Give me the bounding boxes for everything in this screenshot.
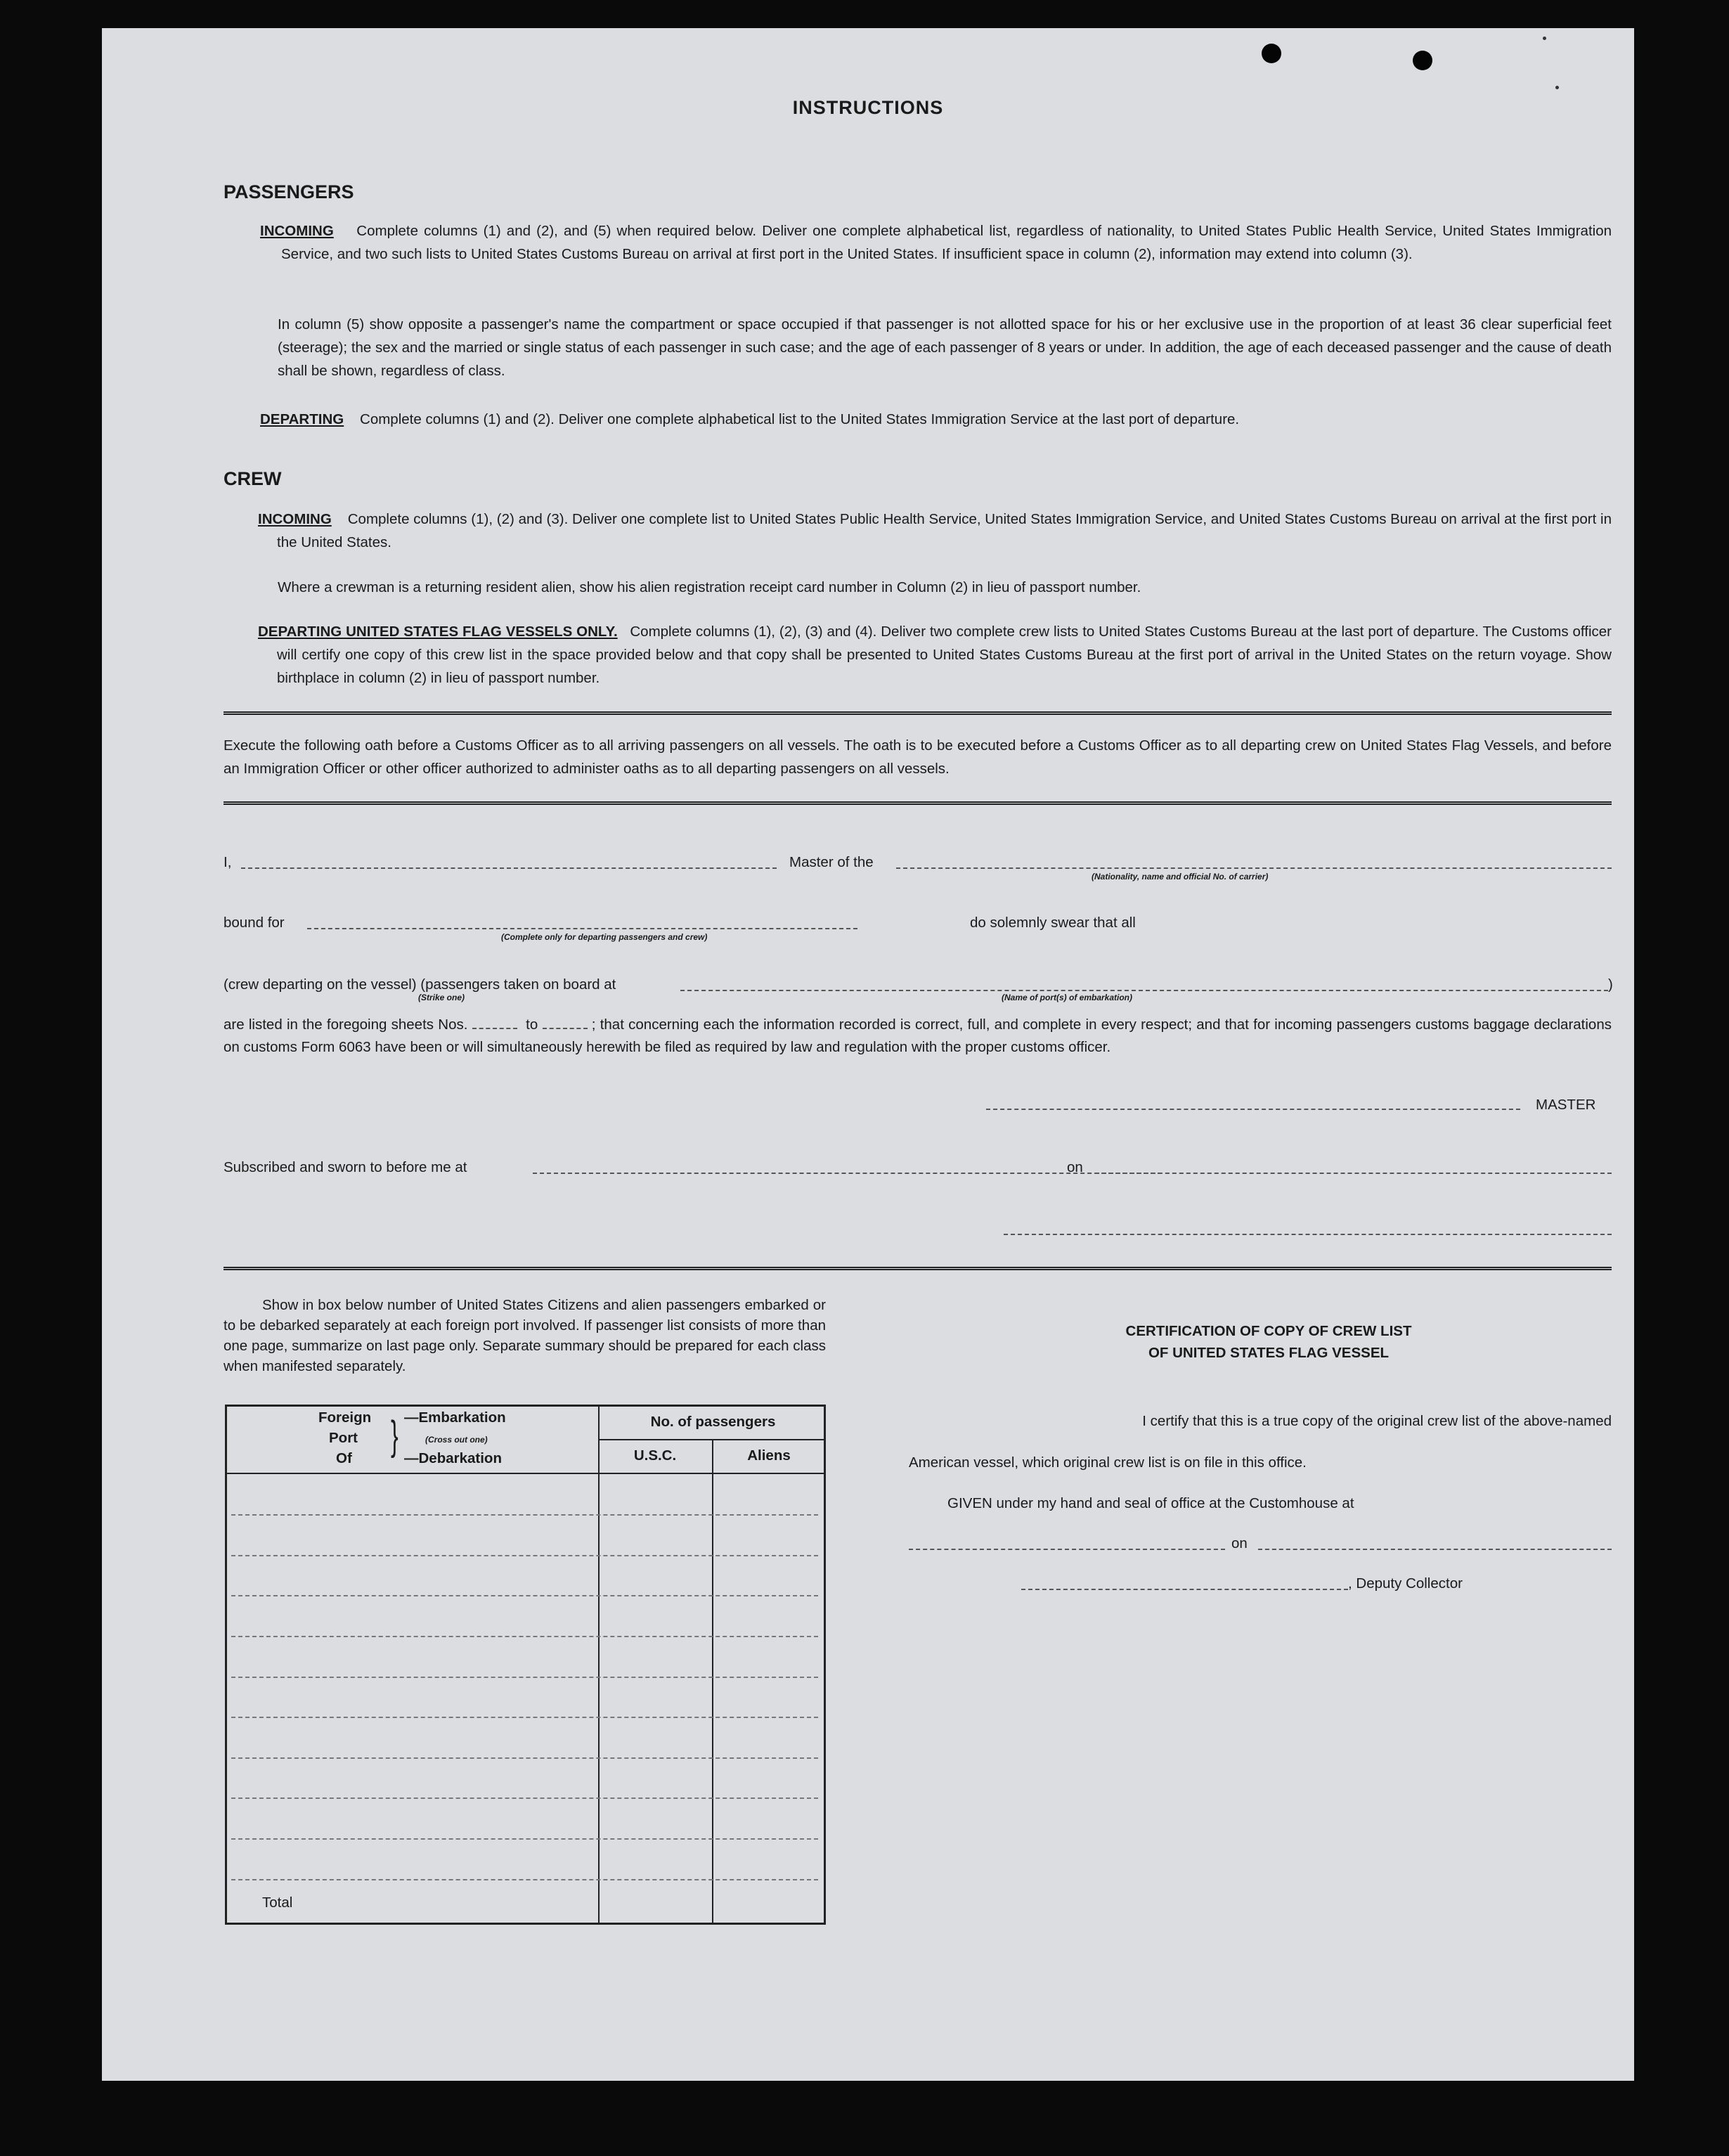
th-cross-out: (Cross out one) <box>425 1435 488 1445</box>
table-row-line <box>231 1717 818 1718</box>
table-row-line <box>231 1757 818 1759</box>
master-name-field[interactable] <box>241 867 777 869</box>
oath-intro: Execute the following oath before a Customs Officer as to all arriving passengers on all vessels. The oath is to be executed before a Customs Officer as to all departing crew on United States Flag Vessels, and before an Immigration Officer or other officer authorized to administer oaths as to all departing passengers on all vessels. <box>224 737 1612 777</box>
crew-incoming-label: INCOMING <box>258 511 332 527</box>
passengers-departing-text: Complete columns (1) and (2). Deliver one complete alphabetical list to the United States Immigration Service at the last port of departure. <box>360 411 1240 427</box>
divider <box>224 801 1612 808</box>
passengers-heading: PASSENGERS <box>224 181 354 202</box>
passenger-summary-table <box>225 1405 826 1925</box>
customhouse-field[interactable] <box>909 1549 1225 1550</box>
sheet-to-field[interactable] <box>543 1024 588 1029</box>
th-foreign: Foreign <box>318 1409 372 1426</box>
bound-for-field[interactable] <box>307 928 857 929</box>
th-no-passengers: No. of passengers <box>650 1414 776 1430</box>
to-label: to <box>526 1016 538 1033</box>
master-of-the-label: Master of the <box>789 854 874 870</box>
column5-paragraph: In column (5) show opposite a passenger's name the compartment or space occupied if that passenger is not allotted space for his or her exclusive use in the proportion of at least 36 clear superficial feet (steerage); the sex and the married or single status of each passenger in such case; and the age of each passenger of 8 years or under. In addition, the age of each deceased passenger and the cause of death shall be shown, regardless of class. <box>278 316 1612 379</box>
table-header-bottom <box>227 1473 824 1474</box>
crew-incoming-text: Complete columns (1), (2) and (3). Deliver one complete list to United States Public Health Service, United States Immigration Service, and United States Customs Bureau on arrival at the first port in the United States. <box>277 511 1612 550</box>
table-row-line <box>231 1879 818 1880</box>
summary-instructions: Show in box below number of United States Citizens and alien passengers embarked or to be debarked separately at each foreign port involved. If passenger list consists of more than one page, summarize on last page only. Separate summary should be prepared for each class when manifested separately. <box>224 1297 826 1374</box>
port-hint: (Name of port(s) of embarkation) <box>1002 993 1133 1002</box>
th-debarkation: —Debarkation <box>404 1450 502 1466</box>
table-row-line <box>231 1555 818 1556</box>
deputy-signature-field[interactable] <box>1021 1589 1348 1590</box>
crew-departing-text: Complete columns (1), (2), (3) and (4). Deliver two complete crew lists to United States Customs Bureau at the last port of departure. The Customs officer will certify one copy of this crew list in the space provided below and that copy shall be presented to United States Customs Bureau at the first port of arrival in the United States on the return voyage. Show birthplace in column (2) in lieu of passport number. <box>277 624 1612 686</box>
crew-departing-label-oath: (crew departing on the vessel) (passengers taken on board at <box>224 976 616 993</box>
th-of: Of <box>336 1450 352 1466</box>
table-header-divider <box>598 1439 824 1440</box>
certification-date-field[interactable] <box>1258 1549 1612 1550</box>
bound-for-label: bound for <box>224 915 285 931</box>
table-row-line <box>231 1677 818 1678</box>
oath-i-label: I, <box>224 854 232 870</box>
crew-departing-paragraph <box>258 620 1612 690</box>
th-usc: U.S.C. <box>633 1447 677 1464</box>
carrier-field[interactable] <box>896 867 1612 869</box>
strike-one-hint: (Strike one) <box>418 993 465 1002</box>
sworn-on-label: on <box>1067 1159 1083 1175</box>
listed-text: ; that concerning each the information recorded is correct, full, and complete in every respect; and that for incoming passengers customs baggage declarations on customs Form 6063 have been or will simultaneously herewith be filed as required by law and regulation with the proper customs officer. <box>224 1016 1612 1055</box>
given-line: GIVEN under my hand and seal of office at the Customhouse at <box>947 1495 1354 1511</box>
divider <box>224 1267 1612 1273</box>
passengers-departing-paragraph <box>260 408 1612 431</box>
table-row-line <box>231 1636 818 1637</box>
th-aliens: Aliens <box>747 1447 791 1464</box>
bound-for-hint: (Complete only for departing passengers and crew) <box>501 932 708 942</box>
sworn-date-field[interactable] <box>1095 1173 1612 1174</box>
certification-on-label: on <box>1231 1535 1248 1551</box>
table-row-line <box>231 1797 818 1799</box>
master-label: MASTER <box>1536 1097 1596 1113</box>
paper-speck <box>1543 37 1546 40</box>
carrier-hint: (Nationality, name and official No. of carrier) <box>1092 872 1269 882</box>
swear-label: do solemnly swear that all <box>970 915 1136 931</box>
certification-heading-line1: CERTIFICATION OF COPY OF CREW LIST <box>1125 1323 1412 1339</box>
total-label: Total <box>262 1894 293 1911</box>
passengers-incoming-label: INCOMING <box>260 223 334 239</box>
table-row-line <box>231 1595 818 1596</box>
th-embarkation: —Embarkation <box>404 1409 506 1426</box>
crew-resident-paragraph: Where a crewman is a returning resident alien, show his alien registration receipt card number in Column (2) in lieu of passport number. <box>278 579 1141 595</box>
instructions-title: INSTRUCTIONS <box>792 97 944 118</box>
officer-signature-field[interactable] <box>1004 1234 1612 1235</box>
sheet-from-field[interactable] <box>472 1024 517 1029</box>
crew-heading: CREW <box>224 468 282 489</box>
listed-paragraph <box>224 1014 1612 1059</box>
brace-glyph: } <box>391 1413 399 1459</box>
certify-line2: American vessel, which original crew list is on file in this office. <box>909 1454 1307 1471</box>
port-embarkation-field[interactable] <box>680 990 1608 991</box>
passengers-incoming-text: Complete columns (1) and (2), and (5) when required below. Deliver one complete alphabetical list, regardless of nationality, to United States Public Health Service, United States Immigration Service, and two such lists to United States Customs Bureau on arrival at first port in the United States. If insufficient space in column (2), information may extend into column (3). <box>281 223 1612 262</box>
punch-hole-right <box>1413 51 1432 70</box>
th-port: Port <box>329 1430 358 1446</box>
punch-hole-left <box>1262 44 1281 63</box>
master-signature-field[interactable] <box>986 1109 1520 1110</box>
close-paren: ) <box>1608 976 1613 993</box>
listed-prefix: are listed in the foregoing sheets Nos. <box>224 1016 468 1033</box>
passengers-departing-label: DEPARTING <box>260 411 344 427</box>
table-column-divider <box>598 1407 600 1923</box>
table-row-line <box>231 1514 818 1516</box>
table-column-divider <box>712 1440 713 1923</box>
table-row-line <box>231 1838 818 1840</box>
certify-line1: I certify that this is a true copy of the original crew list of the above-named <box>1142 1413 1612 1429</box>
divider <box>224 711 1612 718</box>
crew-departing-label: DEPARTING UNITED STATES FLAG VESSELS ONLY. <box>258 624 618 640</box>
passengers-incoming-paragraph <box>260 219 1612 266</box>
certification-heading-line2: OF UNITED STATES FLAG VESSEL <box>1148 1345 1390 1361</box>
form-page <box>102 28 1634 2081</box>
crew-incoming-paragraph <box>258 508 1612 554</box>
certification-heading <box>966 1320 1571 1364</box>
paper-speck <box>1555 86 1559 89</box>
subscribed-label: Subscribed and sworn to before me at <box>224 1159 467 1175</box>
deputy-collector-label: , Deputy Collector <box>1348 1575 1463 1592</box>
